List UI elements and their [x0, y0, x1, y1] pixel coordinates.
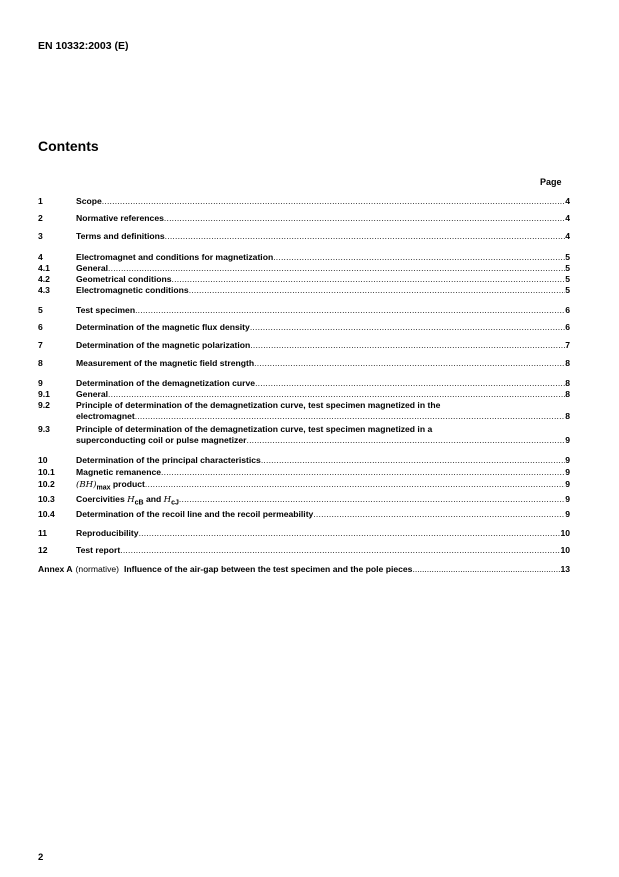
- toc-entry-10-3[interactable]: [38, 494, 570, 505]
- toc-entry-3[interactable]: [38, 231, 570, 242]
- toc-leader: [254, 358, 565, 369]
- toc-page: 9: [565, 435, 570, 445]
- h-symbol: H: [127, 495, 135, 505]
- toc-title: General: [76, 263, 109, 273]
- toc-title-line1: Principle of determination of the demagnetization curve, test specimen magnetized in a: [76, 424, 433, 434]
- toc-title: Geometrical conditions: [76, 274, 172, 284]
- toc-leader: [135, 411, 565, 422]
- toc-leader: [255, 378, 565, 389]
- toc-entry-10-4[interactable]: [38, 509, 570, 520]
- toc-page: 9: [565, 509, 570, 519]
- toc-entry-9-3-cont[interactable]: [38, 435, 570, 446]
- toc-entry-6[interactable]: [38, 322, 570, 333]
- toc-entry-7[interactable]: [38, 340, 570, 351]
- toc-number: 4.3: [38, 285, 50, 295]
- toc-leader: [189, 285, 566, 296]
- toc-leader: [172, 274, 566, 285]
- annex-label: Annex A: [38, 564, 73, 574]
- cj-subscript: cJ: [171, 499, 179, 507]
- toc-title: Determination of the principal characteristics: [76, 455, 261, 465]
- toc-number: 10.4: [38, 509, 55, 519]
- toc-leader: [273, 252, 565, 263]
- toc-leader: [145, 479, 565, 494]
- toc-leader: [250, 322, 565, 333]
- toc-entry-1[interactable]: [38, 196, 570, 207]
- toc-entry-10-2[interactable]: [38, 479, 570, 490]
- toc-number: 11: [38, 528, 48, 538]
- toc-leader: [261, 455, 565, 466]
- toc-entry-9[interactable]: [38, 378, 570, 389]
- toc-entry-9-3[interactable]: [38, 424, 570, 435]
- toc-page: 5: [565, 263, 570, 273]
- toc-leader: [120, 545, 560, 556]
- toc-page: 5: [565, 274, 570, 284]
- toc-entry-4-2[interactable]: [38, 274, 570, 285]
- toc-page: 9: [565, 455, 570, 465]
- toc-leader: [313, 509, 565, 520]
- page-column-label: Page: [540, 177, 562, 187]
- toc-number: 4.1: [38, 263, 50, 273]
- toc-page: 4: [565, 231, 570, 241]
- toc-page: 8: [565, 411, 570, 421]
- toc-page: 4: [565, 196, 570, 206]
- toc-number: 5: [38, 305, 43, 315]
- toc-entry-11[interactable]: [38, 528, 570, 539]
- toc-entry-10-1[interactable]: [38, 467, 570, 478]
- toc-title: Terms and definitions: [76, 231, 165, 241]
- toc-entry-4-1[interactable]: [38, 263, 570, 274]
- toc-entry-9-2-cont[interactable]: [38, 411, 570, 422]
- toc-title-and: and: [143, 494, 164, 504]
- toc-entry-9-1[interactable]: [38, 389, 570, 400]
- toc-number: 10.1: [38, 467, 55, 477]
- toc-page: 9: [565, 494, 570, 504]
- contents-title: Contents: [38, 138, 99, 154]
- toc-entry-5[interactable]: [38, 305, 570, 316]
- annex-type: (normative): [75, 564, 120, 574]
- max-subscript: max: [96, 484, 111, 492]
- cb-subscript: cB: [134, 499, 144, 507]
- toc-number: 4: [38, 252, 43, 262]
- toc-leader: [164, 213, 565, 224]
- toc-number: 9.1: [38, 389, 50, 399]
- toc-entry-annex-a[interactable]: [38, 564, 570, 575]
- toc-page: 9: [565, 479, 570, 489]
- toc-title: electromagnet: [76, 411, 135, 421]
- toc-number: 6: [38, 322, 43, 332]
- toc-title: Magnetic remanence: [76, 467, 162, 477]
- toc-page: 5: [565, 252, 570, 262]
- toc-title: Test specimen: [76, 305, 136, 315]
- toc-leader: [250, 340, 565, 351]
- h-symbol: H: [163, 495, 172, 505]
- toc-entry-12[interactable]: [38, 545, 570, 556]
- document-header-id: EN 10332:2003 (E): [38, 40, 129, 52]
- toc-title: Determination of the magnetic polarization: [76, 340, 251, 350]
- toc-title-text: product: [110, 479, 145, 489]
- toc-title: Electromagnetic conditions: [76, 285, 189, 295]
- toc-title: Determination of the demagnetization curve: [76, 378, 256, 388]
- toc-page: 8: [565, 389, 570, 399]
- toc-number: 2: [38, 213, 43, 223]
- toc-leader: [102, 196, 565, 207]
- toc-page: 9: [565, 467, 570, 477]
- toc-title: Scope: [76, 196, 102, 206]
- toc-leader: [165, 231, 566, 242]
- toc-page: 6: [565, 305, 570, 315]
- toc-page: 10: [560, 528, 570, 538]
- toc-title: Measurement of the magnetic field strength: [76, 358, 255, 368]
- toc-number: 10.2: [38, 479, 55, 489]
- toc-number: 8: [38, 358, 43, 368]
- toc-title: [76, 479, 145, 494]
- toc-leader: [135, 305, 565, 316]
- toc-leader: [246, 435, 565, 446]
- toc-title: superconducting coil or pulse magnetizer: [76, 435, 247, 445]
- toc-title: Determination of the recoil line and the recoil permeability: [76, 509, 314, 519]
- toc-page: 10: [560, 545, 570, 555]
- annex-title: Influence of the air-gap between the test specimen and the pole pieces: [124, 564, 413, 574]
- toc-page: 6: [565, 322, 570, 332]
- toc-entry-4-3[interactable]: [38, 285, 570, 296]
- toc-page: 8: [565, 358, 570, 368]
- toc-entry-4[interactable]: [38, 252, 570, 263]
- toc-entry-9-2[interactable]: [38, 400, 570, 411]
- annex-page: 13: [560, 564, 570, 574]
- toc-number: 3: [38, 231, 43, 241]
- toc-leader: [179, 494, 565, 509]
- toc-title-text: Coercivities: [76, 494, 128, 504]
- toc-leader: [108, 263, 565, 274]
- toc-number: 1: [38, 196, 43, 206]
- toc-page: 4: [565, 213, 570, 223]
- toc-title: General: [76, 389, 109, 399]
- toc-title: Electromagnet and conditions for magnetization: [76, 252, 274, 262]
- page-number: 2: [38, 852, 44, 863]
- toc-number: 9: [38, 378, 43, 388]
- toc-number: 10: [38, 455, 48, 465]
- bh-symbol: (BH): [76, 480, 97, 490]
- toc-leader: [108, 389, 565, 400]
- toc-page: 7: [565, 340, 570, 350]
- toc-number: 7: [38, 340, 43, 350]
- toc-number: 10.3: [38, 494, 55, 504]
- toc-number: 9.2: [38, 400, 50, 410]
- toc-page: 5: [565, 285, 570, 295]
- toc-title: Determination of the magnetic flux density: [76, 322, 250, 332]
- toc-number: 4.2: [38, 274, 50, 284]
- toc-entry-10[interactable]: [38, 455, 570, 466]
- toc-title-line1: Principle of determination of the demagnetization curve, test specimen magnetized in the: [76, 400, 441, 410]
- toc-leader: [412, 564, 560, 575]
- toc-entry-8[interactable]: [38, 358, 570, 369]
- toc-title: Normative references: [76, 213, 164, 223]
- toc-entry-2[interactable]: [38, 213, 570, 224]
- toc-title: [76, 494, 179, 509]
- toc-title: Test report: [76, 545, 121, 555]
- toc-title: Reproducibility: [76, 528, 139, 538]
- toc-number: 9.3: [38, 424, 50, 434]
- toc-leader: [139, 528, 561, 539]
- toc-leader: [161, 467, 565, 478]
- toc-number: 12: [38, 545, 48, 555]
- toc-page: 8: [565, 378, 570, 388]
